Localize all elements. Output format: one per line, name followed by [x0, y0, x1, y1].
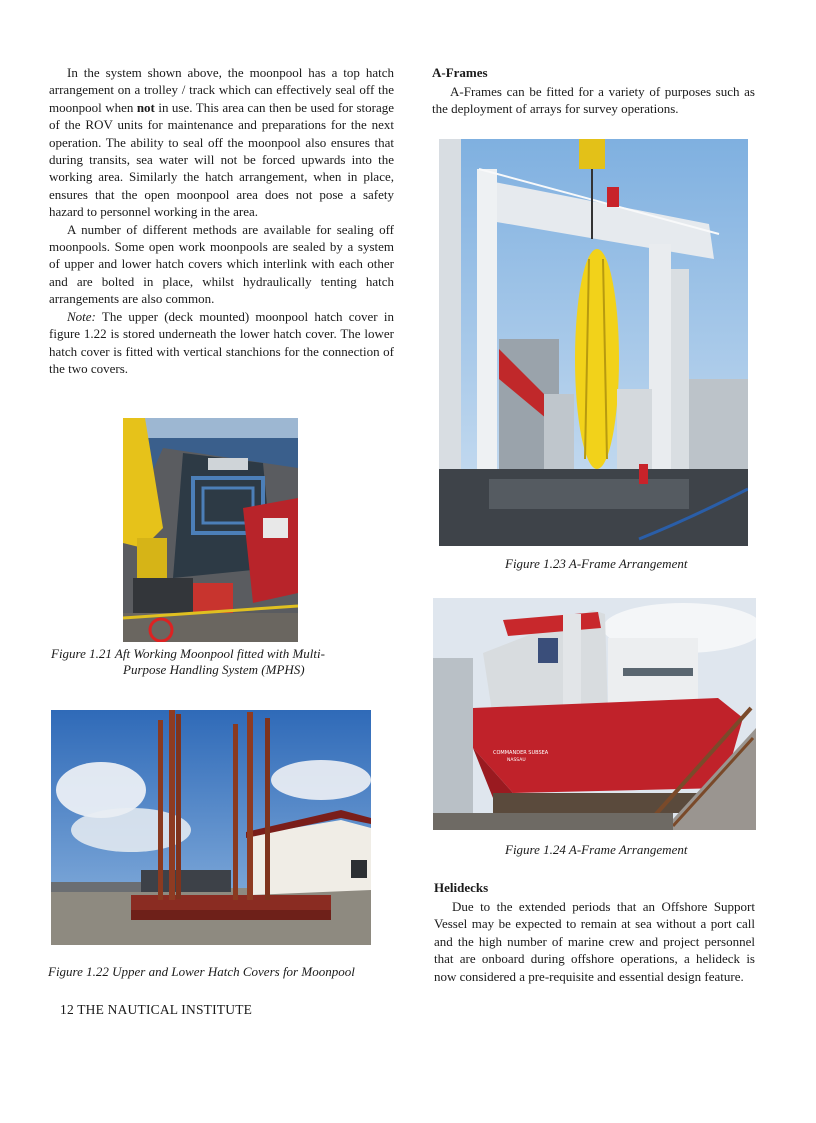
paragraph-helidecks: Due to the extended periods that an Offshore Support Vessel may be expected to remain at sea without a port call and the high number of marine crew and project personnel that are onboard during offshore operations, a helideck is now considered a pre-requisite and essential design feature.	[434, 899, 755, 984]
paragraph-a-frames: A-Frames can be fitted for a variety of purposes such as the deployment of arrays for survey operations.	[432, 84, 755, 117]
paragraph-sealing-methods: A number of different methods are available for sealing off moonpools. Some open work moonpools are sealed by a system of upper and lower hatch covers which interlink with each other and are bolted in place, whilst hydraulically tenting hatch arrangements are also common.	[49, 221, 394, 307]
helidecks-section	[434, 879, 755, 985]
svg-text:COMMANDER SUBSEA: COMMANDER SUBSEA	[493, 750, 549, 756]
figure-1-21-photo	[123, 418, 298, 642]
figure-1-24-caption: Figure 1.24 A-Frame Arrangement	[505, 842, 688, 857]
figure-1-23-caption: Figure 1.23 A-Frame Arrangement	[505, 556, 688, 571]
svg-text:NASSAU: NASSAU	[507, 758, 526, 763]
figure-1-22-photo	[51, 710, 371, 945]
figure-1-24-photo	[433, 598, 756, 830]
heading-helidecks: Helidecks	[434, 880, 489, 895]
figure-1-22-caption: Figure 1.22 Upper and Lower Hatch Covers for Moonpool	[48, 964, 355, 979]
left-column	[49, 64, 394, 377]
paragraph-moonpool-hatch: In the system shown above, the moonpool has a top hatch arrangement on a trolley / track which can effectively seal off the moonpool when not in use. This area can then be used for storage of the ROV units for maintenance and preparations for the next operation. The ability to seal off the moonpool also ensures that during transits, sea water will not be forced upwards into the working area. Similarly the hatch arrangement, when in place, ensures that the open moonpool area does not pose a safety hazard to personnel working in the area.	[49, 65, 394, 220]
heading-a-frames: A-Frames	[432, 65, 488, 80]
paragraph-note: Note: The upper (deck mounted) moonpool hatch cover in figure 1.22 is stored underneath the lower hatch cover. The lower hatch cover is fitted with vertical stanchions for the connection of the two covers.	[49, 308, 394, 376]
page-footer: 12 THE NAUTICAL INSTITUTE	[60, 1002, 253, 1017]
right-column	[432, 64, 755, 118]
figure-1-23-photo	[439, 139, 748, 546]
figure-1-21-caption: Figure 1.21 Aft Working Moonpool fitted with Multi- Purpose Handling System (MPHS)	[51, 646, 325, 677]
